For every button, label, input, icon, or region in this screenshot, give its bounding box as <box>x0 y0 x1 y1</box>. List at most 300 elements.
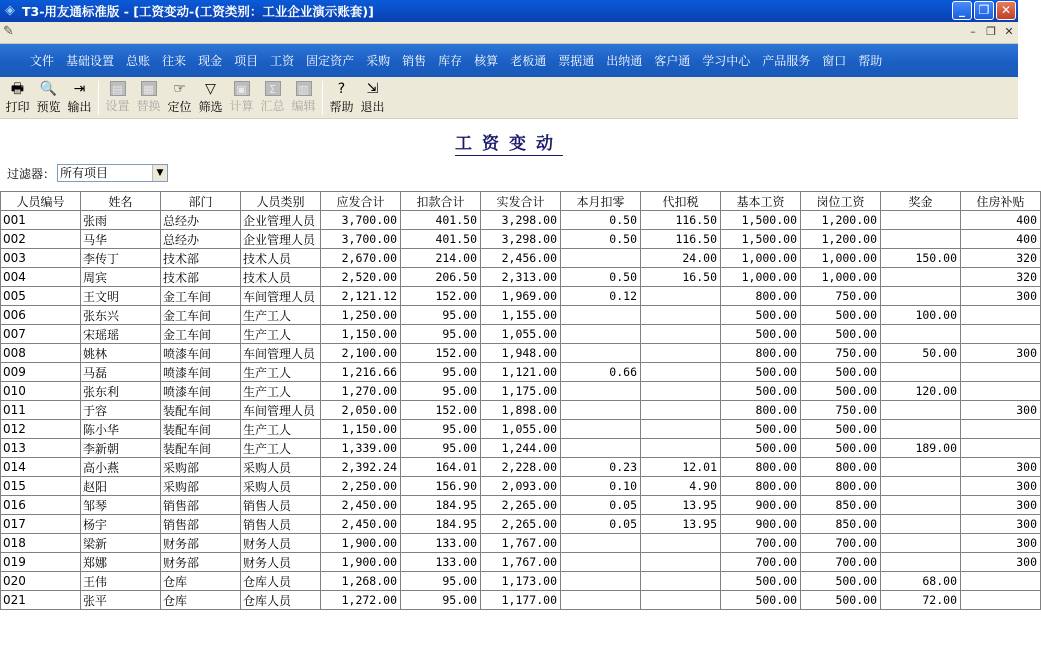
menu-item[interactable]: 销售 <box>402 54 427 68</box>
table-cell[interactable]: 900.00 <box>721 496 801 515</box>
table-cell[interactable]: 杨宇 <box>81 515 161 534</box>
menu-item[interactable]: 出纳通 <box>606 54 643 68</box>
table-cell[interactable]: 2,050.00 <box>321 401 401 420</box>
table-cell[interactable]: 2,250.00 <box>321 477 401 496</box>
table-cell[interactable]: 2,450.00 <box>321 515 401 534</box>
table-row[interactable] <box>1 496 1041 515</box>
table-cell[interactable]: 1,000.00 <box>721 268 801 287</box>
table-cell[interactable]: 300 <box>961 496 1041 515</box>
table-cell[interactable] <box>641 591 721 610</box>
table-cell[interactable]: 700.00 <box>801 534 881 553</box>
table-cell[interactable]: 1,121.00 <box>481 363 561 382</box>
table-cell[interactable] <box>641 306 721 325</box>
table-cell[interactable]: 72.00 <box>881 591 961 610</box>
table-cell[interactable]: 生产工人 <box>241 382 321 401</box>
table-cell[interactable]: 3,700.00 <box>321 230 401 249</box>
menu-item[interactable]: 库存 <box>438 54 463 68</box>
table-cell[interactable]: 1,055.00 <box>481 420 561 439</box>
table-cell[interactable]: 800.00 <box>721 401 801 420</box>
table-cell[interactable]: 500.00 <box>721 439 801 458</box>
table-row[interactable] <box>1 325 1041 344</box>
table-cell[interactable]: 销售部 <box>161 515 241 534</box>
table-cell[interactable]: 2,093.00 <box>481 477 561 496</box>
table-cell[interactable] <box>961 420 1041 439</box>
menu-item[interactable]: 票据通 <box>558 54 595 68</box>
menu-item[interactable]: 固定资产 <box>306 54 355 68</box>
table-cell[interactable]: 16.50 <box>641 268 721 287</box>
column-header[interactable]: 住房补贴 <box>961 192 1041 211</box>
table-cell[interactable]: 156.90 <box>401 477 481 496</box>
table-cell[interactable]: 仓库人员 <box>241 572 321 591</box>
table-cell[interactable]: 0.66 <box>561 363 641 382</box>
table-cell[interactable]: 500.00 <box>801 306 881 325</box>
table-cell[interactable] <box>641 439 721 458</box>
table-cell[interactable]: 500.00 <box>721 363 801 382</box>
table-row[interactable] <box>1 401 1041 420</box>
table-cell[interactable]: 2,456.00 <box>481 249 561 268</box>
table-cell[interactable]: 3,298.00 <box>481 230 561 249</box>
table-cell[interactable]: 002 <box>1 230 81 249</box>
table-cell[interactable]: 生产工人 <box>241 439 321 458</box>
table-cell[interactable]: 1,175.00 <box>481 382 561 401</box>
table-cell[interactable]: 003 <box>1 249 81 268</box>
column-header[interactable]: 岗位工资 <box>801 192 881 211</box>
table-cell[interactable]: 014 <box>1 458 81 477</box>
table-row[interactable] <box>1 515 1041 534</box>
table-cell[interactable]: 500.00 <box>801 420 881 439</box>
table-cell[interactable]: 021 <box>1 591 81 610</box>
table-cell[interactable]: 1,767.00 <box>481 534 561 553</box>
table-cell[interactable]: 005 <box>1 287 81 306</box>
table-cell[interactable] <box>881 401 961 420</box>
table-cell[interactable]: 1,500.00 <box>721 211 801 230</box>
table-cell[interactable]: 金工车间 <box>161 325 241 344</box>
minimize-button[interactable]: _ <box>952 1 972 20</box>
table-cell[interactable] <box>561 439 641 458</box>
column-header[interactable]: 姓名 <box>81 192 161 211</box>
menu-item[interactable]: 窗口 <box>822 54 847 68</box>
table-cell[interactable]: 320 <box>961 249 1041 268</box>
table-cell[interactable]: 仓库人员 <box>241 591 321 610</box>
table-cell[interactable]: 装配车间 <box>161 420 241 439</box>
table-cell[interactable]: 24.00 <box>641 249 721 268</box>
toolbar-button[interactable] <box>164 81 195 117</box>
table-cell[interactable]: 116.50 <box>641 230 721 249</box>
menu-item[interactable]: 学习中心 <box>702 54 751 68</box>
table-cell[interactable]: 500.00 <box>721 325 801 344</box>
table-cell[interactable] <box>641 382 721 401</box>
table-cell[interactable]: 12.01 <box>641 458 721 477</box>
table-cell[interactable] <box>561 382 641 401</box>
table-cell[interactable]: 0.50 <box>561 211 641 230</box>
table-cell[interactable]: 1,969.00 <box>481 287 561 306</box>
table-cell[interactable]: 1,173.00 <box>481 572 561 591</box>
close-button[interactable]: ✕ <box>996 1 1016 20</box>
table-cell[interactable] <box>561 572 641 591</box>
table-cell[interactable]: 车间管理人员 <box>241 401 321 420</box>
table-cell[interactable]: 喷漆车间 <box>161 363 241 382</box>
table-row[interactable] <box>1 382 1041 401</box>
table-cell[interactable]: 2,450.00 <box>321 496 401 515</box>
table-cell[interactable]: 仓库 <box>161 572 241 591</box>
table-cell[interactable] <box>881 211 961 230</box>
table-cell[interactable]: 750.00 <box>801 287 881 306</box>
table-cell[interactable] <box>961 572 1041 591</box>
table-cell[interactable]: 120.00 <box>881 382 961 401</box>
table-cell[interactable]: 001 <box>1 211 81 230</box>
table-cell[interactable]: 2,313.00 <box>481 268 561 287</box>
table-cell[interactable]: 850.00 <box>801 515 881 534</box>
table-cell[interactable] <box>561 420 641 439</box>
table-row[interactable] <box>1 458 1041 477</box>
column-header[interactable]: 人员类别 <box>241 192 321 211</box>
table-row[interactable] <box>1 230 1041 249</box>
toolbar-button[interactable] <box>226 81 257 117</box>
table-cell[interactable]: 1,500.00 <box>721 230 801 249</box>
table-cell[interactable]: 1,000.00 <box>801 268 881 287</box>
table-cell[interactable] <box>641 572 721 591</box>
table-cell[interactable]: 张平 <box>81 591 161 610</box>
table-cell[interactable]: 0.50 <box>561 268 641 287</box>
table-cell[interactable]: 1,200.00 <box>801 211 881 230</box>
table-cell[interactable]: 007 <box>1 325 81 344</box>
table-row[interactable] <box>1 249 1041 268</box>
table-cell[interactable]: 500.00 <box>801 325 881 344</box>
table-cell[interactable]: 800.00 <box>721 344 801 363</box>
table-cell[interactable]: 装配车间 <box>161 439 241 458</box>
column-header[interactable]: 应发合计 <box>321 192 401 211</box>
table-cell[interactable]: 0.05 <box>561 515 641 534</box>
menu-item[interactable]: 采购 <box>366 54 391 68</box>
table-cell[interactable]: 1,150.00 <box>321 420 401 439</box>
table-cell[interactable]: 1,948.00 <box>481 344 561 363</box>
table-cell[interactable]: 020 <box>1 572 81 591</box>
table-cell[interactable]: 总经办 <box>161 211 241 230</box>
table-cell[interactable]: 95.00 <box>401 382 481 401</box>
table-cell[interactable]: 技术人员 <box>241 268 321 287</box>
table-cell[interactable]: 邹琴 <box>81 496 161 515</box>
table-cell[interactable]: 企业管理人员 <box>241 211 321 230</box>
table-cell[interactable]: 王伟 <box>81 572 161 591</box>
table-cell[interactable]: 700.00 <box>801 553 881 572</box>
table-cell[interactable]: 采购人员 <box>241 477 321 496</box>
table-cell[interactable]: 2,100.00 <box>321 344 401 363</box>
menu-item[interactable]: 总账 <box>126 54 151 68</box>
toolbar-button[interactable] <box>2 81 33 117</box>
table-cell[interactable]: 技术部 <box>161 249 241 268</box>
table-cell[interactable]: 1,272.00 <box>321 591 401 610</box>
table-cell[interactable] <box>961 591 1041 610</box>
table-cell[interactable] <box>881 477 961 496</box>
table-cell[interactable]: 500.00 <box>801 363 881 382</box>
table-cell[interactable]: 95.00 <box>401 572 481 591</box>
table-row[interactable] <box>1 553 1041 572</box>
table-cell[interactable]: 011 <box>1 401 81 420</box>
table-row[interactable] <box>1 344 1041 363</box>
table-cell[interactable]: 生产工人 <box>241 363 321 382</box>
table-cell[interactable]: 销售人员 <box>241 496 321 515</box>
table-cell[interactable]: 214.00 <box>401 249 481 268</box>
filter-select[interactable] <box>57 164 168 182</box>
toolbar-button[interactable] <box>326 81 357 117</box>
table-cell[interactable]: 100.00 <box>881 306 961 325</box>
table-cell[interactable]: 1,900.00 <box>321 534 401 553</box>
table-cell[interactable] <box>561 534 641 553</box>
table-cell[interactable]: 张东利 <box>81 382 161 401</box>
table-cell[interactable]: 1,000.00 <box>801 249 881 268</box>
table-cell[interactable] <box>961 306 1041 325</box>
table-cell[interactable]: 401.50 <box>401 211 481 230</box>
column-header[interactable]: 人员编号 <box>1 192 81 211</box>
table-cell[interactable] <box>961 325 1041 344</box>
table-cell[interactable] <box>641 401 721 420</box>
table-cell[interactable]: 仓库 <box>161 591 241 610</box>
table-cell[interactable] <box>561 344 641 363</box>
table-cell[interactable]: 500.00 <box>721 382 801 401</box>
table-cell[interactable] <box>881 534 961 553</box>
table-cell[interactable]: 1,216.66 <box>321 363 401 382</box>
column-header[interactable]: 实发合计 <box>481 192 561 211</box>
table-row[interactable] <box>1 306 1041 325</box>
table-cell[interactable] <box>561 553 641 572</box>
table-cell[interactable]: 013 <box>1 439 81 458</box>
table-cell[interactable]: 生产工人 <box>241 306 321 325</box>
table-cell[interactable]: 850.00 <box>801 496 881 515</box>
table-cell[interactable] <box>641 325 721 344</box>
table-cell[interactable] <box>881 230 961 249</box>
table-row[interactable] <box>1 439 1041 458</box>
table-cell[interactable]: 500.00 <box>801 382 881 401</box>
table-cell[interactable]: 姚林 <box>81 344 161 363</box>
table-row[interactable] <box>1 534 1041 553</box>
table-cell[interactable] <box>641 287 721 306</box>
table-cell[interactable] <box>881 268 961 287</box>
table-cell[interactable] <box>641 363 721 382</box>
table-cell[interactable]: 销售部 <box>161 496 241 515</box>
table-cell[interactable]: 2,121.12 <box>321 287 401 306</box>
chevron-down-icon[interactable]: ▼ <box>152 165 167 181</box>
table-cell[interactable]: 800.00 <box>721 477 801 496</box>
table-cell[interactable]: 车间管理人员 <box>241 287 321 306</box>
table-cell[interactable]: 1,898.00 <box>481 401 561 420</box>
table-cell[interactable]: 2,520.00 <box>321 268 401 287</box>
table-cell[interactable]: 李新朝 <box>81 439 161 458</box>
table-cell[interactable]: 金工车间 <box>161 287 241 306</box>
table-cell[interactable]: 800.00 <box>721 287 801 306</box>
column-header[interactable]: 扣款合计 <box>401 192 481 211</box>
table-cell[interactable]: 2,228.00 <box>481 458 561 477</box>
table-cell[interactable]: 金工车间 <box>161 306 241 325</box>
table-cell[interactable]: 500.00 <box>721 420 801 439</box>
table-row[interactable] <box>1 268 1041 287</box>
menu-item[interactable]: 核算 <box>474 54 499 68</box>
table-cell[interactable]: 采购人员 <box>241 458 321 477</box>
mdi-restore-button[interactable]: ❐ <box>986 25 996 38</box>
table-cell[interactable]: 500.00 <box>801 591 881 610</box>
restore-button[interactable]: ❐ <box>974 1 994 20</box>
table-cell[interactable]: 马磊 <box>81 363 161 382</box>
table-cell[interactable]: 008 <box>1 344 81 363</box>
table-cell[interactable]: 2,670.00 <box>321 249 401 268</box>
table-cell[interactable]: 500.00 <box>721 306 801 325</box>
table-cell[interactable] <box>961 363 1041 382</box>
table-cell[interactable]: 133.00 <box>401 553 481 572</box>
table-cell[interactable]: 1,339.00 <box>321 439 401 458</box>
table-cell[interactable]: 于容 <box>81 401 161 420</box>
table-cell[interactable]: 周宾 <box>81 268 161 287</box>
table-cell[interactable]: 1,268.00 <box>321 572 401 591</box>
table-cell[interactable] <box>561 591 641 610</box>
column-header[interactable]: 本月扣零 <box>561 192 641 211</box>
table-cell[interactable] <box>881 515 961 534</box>
table-cell[interactable]: 1,150.00 <box>321 325 401 344</box>
table-cell[interactable]: 164.01 <box>401 458 481 477</box>
table-cell[interactable] <box>561 325 641 344</box>
table-cell[interactable]: 95.00 <box>401 306 481 325</box>
table-cell[interactable]: 1,155.00 <box>481 306 561 325</box>
table-cell[interactable]: 95.00 <box>401 439 481 458</box>
table-cell[interactable]: 300 <box>961 515 1041 534</box>
table-cell[interactable]: 1,200.00 <box>801 230 881 249</box>
table-cell[interactable] <box>881 363 961 382</box>
table-cell[interactable] <box>561 306 641 325</box>
table-cell[interactable]: 0.12 <box>561 287 641 306</box>
table-cell[interactable]: 800.00 <box>801 458 881 477</box>
table-cell[interactable]: 401.50 <box>401 230 481 249</box>
table-cell[interactable]: 004 <box>1 268 81 287</box>
table-row[interactable] <box>1 572 1041 591</box>
column-header[interactable]: 部门 <box>161 192 241 211</box>
table-cell[interactable]: 009 <box>1 363 81 382</box>
mdi-close-button[interactable]: ✕ <box>1004 25 1014 38</box>
table-cell[interactable]: 生产工人 <box>241 420 321 439</box>
table-cell[interactable]: 13.95 <box>641 515 721 534</box>
table-row[interactable] <box>1 477 1041 496</box>
menu-item[interactable]: 帮助 <box>858 54 883 68</box>
table-cell[interactable]: 喷漆车间 <box>161 382 241 401</box>
table-cell[interactable]: 152.00 <box>401 344 481 363</box>
table-cell[interactable]: 006 <box>1 306 81 325</box>
table-cell[interactable]: 1,000.00 <box>721 249 801 268</box>
toolbar-button[interactable] <box>288 81 319 117</box>
table-cell[interactable]: 95.00 <box>401 420 481 439</box>
table-cell[interactable]: 300 <box>961 553 1041 572</box>
table-cell[interactable]: 3,700.00 <box>321 211 401 230</box>
menu-item[interactable]: 文件 <box>30 54 55 68</box>
menu-item[interactable]: 工资 <box>270 54 295 68</box>
table-cell[interactable]: 900.00 <box>721 515 801 534</box>
menu-item[interactable]: 往来 <box>162 54 187 68</box>
table-cell[interactable]: 300 <box>961 401 1041 420</box>
table-cell[interactable]: 财务人员 <box>241 553 321 572</box>
table-cell[interactable]: 高小燕 <box>81 458 161 477</box>
table-cell[interactable]: 技术部 <box>161 268 241 287</box>
table-cell[interactable]: 116.50 <box>641 211 721 230</box>
table-cell[interactable]: 3,298.00 <box>481 211 561 230</box>
table-cell[interactable]: 财务人员 <box>241 534 321 553</box>
table-cell[interactable]: 采购部 <box>161 477 241 496</box>
toolbar-button[interactable] <box>33 81 64 117</box>
table-cell[interactable] <box>641 553 721 572</box>
table-cell[interactable]: 4.90 <box>641 477 721 496</box>
toolbar-button[interactable] <box>257 81 288 117</box>
table-cell[interactable] <box>641 344 721 363</box>
table-cell[interactable]: 95.00 <box>401 591 481 610</box>
toolbar-button[interactable] <box>64 81 95 117</box>
table-cell[interactable]: 133.00 <box>401 534 481 553</box>
column-header[interactable]: 代扣税 <box>641 192 721 211</box>
column-header[interactable]: 基本工资 <box>721 192 801 211</box>
table-cell[interactable]: 技术人员 <box>241 249 321 268</box>
table-cell[interactable]: 1,900.00 <box>321 553 401 572</box>
table-cell[interactable]: 300 <box>961 458 1041 477</box>
toolbar-button[interactable] <box>102 81 133 117</box>
table-cell[interactable]: 015 <box>1 477 81 496</box>
table-row[interactable] <box>1 363 1041 382</box>
table-cell[interactable]: 010 <box>1 382 81 401</box>
table-cell[interactable] <box>881 287 961 306</box>
menu-item[interactable]: 产品服务 <box>762 54 811 68</box>
table-cell[interactable]: 012 <box>1 420 81 439</box>
menu-item[interactable]: 项目 <box>234 54 259 68</box>
table-cell[interactable] <box>881 458 961 477</box>
table-cell[interactable]: 财务部 <box>161 534 241 553</box>
table-cell[interactable]: 300 <box>961 534 1041 553</box>
toolbar-button[interactable] <box>357 81 388 117</box>
table-row[interactable] <box>1 287 1041 306</box>
menu-item[interactable]: 老板通 <box>510 54 547 68</box>
table-cell[interactable] <box>561 401 641 420</box>
table-cell[interactable]: 500.00 <box>721 591 801 610</box>
table-cell[interactable]: 郑娜 <box>81 553 161 572</box>
table-cell[interactable] <box>881 553 961 572</box>
menu-item[interactable]: 现金 <box>198 54 223 68</box>
table-cell[interactable]: 95.00 <box>401 363 481 382</box>
table-cell[interactable]: 车间管理人员 <box>241 344 321 363</box>
table-cell[interactable]: 2,265.00 <box>481 515 561 534</box>
table-cell[interactable]: 50.00 <box>881 344 961 363</box>
table-cell[interactable]: 500.00 <box>721 572 801 591</box>
table-cell[interactable]: 2,392.24 <box>321 458 401 477</box>
table-cell[interactable]: 018 <box>1 534 81 553</box>
table-cell[interactable]: 700.00 <box>721 534 801 553</box>
table-row[interactable] <box>1 420 1041 439</box>
table-cell[interactable]: 184.95 <box>401 515 481 534</box>
table-cell[interactable]: 1,250.00 <box>321 306 401 325</box>
mdi-minimize-button[interactable]: – <box>970 25 976 38</box>
table-cell[interactable]: 0.23 <box>561 458 641 477</box>
table-cell[interactable]: 13.95 <box>641 496 721 515</box>
menu-item[interactable]: 基础设置 <box>66 54 115 68</box>
table-cell[interactable]: 400 <box>961 230 1041 249</box>
table-cell[interactable]: 500.00 <box>801 439 881 458</box>
toolbar-button[interactable] <box>195 81 226 117</box>
table-cell[interactable]: 2,265.00 <box>481 496 561 515</box>
table-cell[interactable]: 装配车间 <box>161 401 241 420</box>
table-row[interactable] <box>1 591 1041 610</box>
table-cell[interactable]: 1,270.00 <box>321 382 401 401</box>
table-cell[interactable]: 喷漆车间 <box>161 344 241 363</box>
toolbar-button[interactable] <box>133 81 164 117</box>
table-cell[interactable]: 320 <box>961 268 1041 287</box>
table-cell[interactable]: 赵阳 <box>81 477 161 496</box>
table-cell[interactable] <box>881 496 961 515</box>
table-cell[interactable]: 800.00 <box>801 477 881 496</box>
document-icon[interactable]: ✎ <box>3 24 14 39</box>
menu-item[interactable]: 客户通 <box>654 54 691 68</box>
table-cell[interactable]: 1,244.00 <box>481 439 561 458</box>
table-cell[interactable]: 王文明 <box>81 287 161 306</box>
